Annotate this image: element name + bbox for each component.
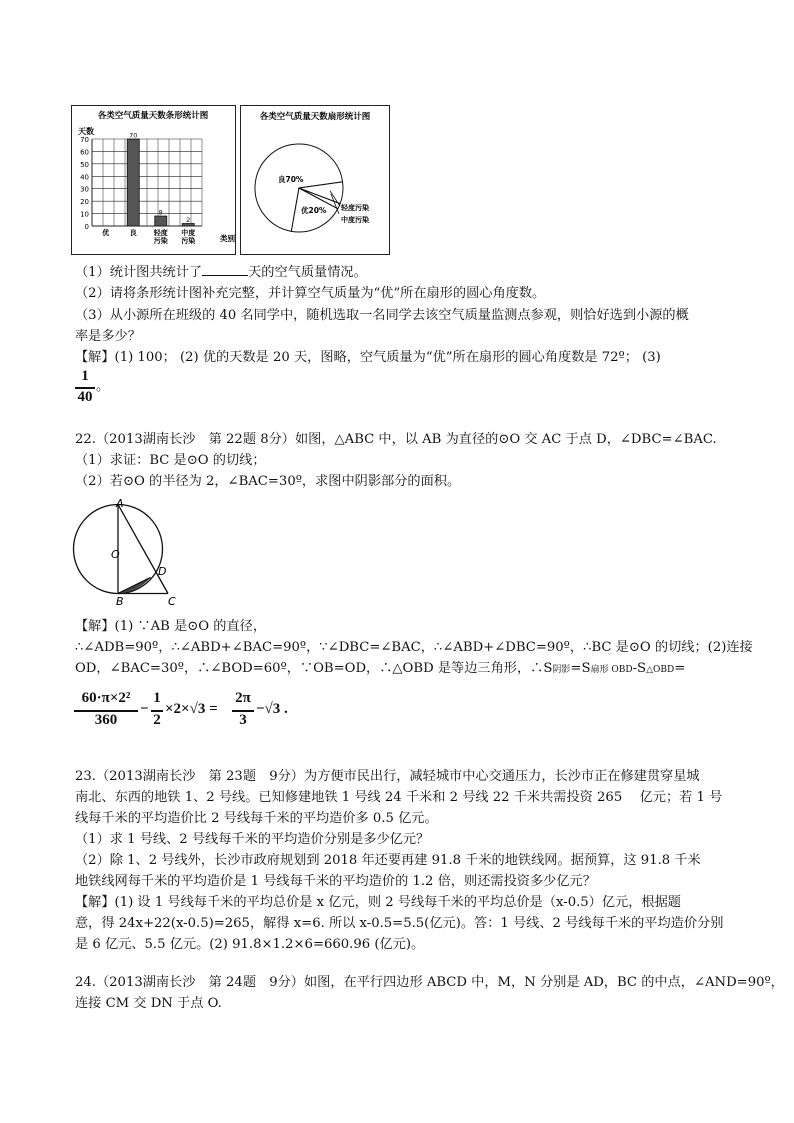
category-label: 中度 <box>181 229 196 237</box>
q23-line2: 南北、东西的地铁 1、2 号线。已知修建地铁 1 号线 24 千米和 2 号线 22 千米共需投资 265 亿元；若 1 号 <box>75 790 723 805</box>
subscript-triangle: △OBD <box>646 665 675 675</box>
bar <box>127 139 139 226</box>
q22-answer-line3-main: OD，∠BAC=30º，∴∠BOD=60º，∵OB=OD，∴△OBD 是等边三角形，∴S <box>75 661 553 676</box>
bar-chart-figure <box>71 105 236 255</box>
label-a: A <box>116 498 124 510</box>
label-d: D <box>158 565 167 578</box>
y-tick-label: 10 <box>80 210 89 219</box>
pie-label-liang: 良70% <box>278 175 304 184</box>
pie-chart <box>241 106 389 254</box>
pie-chart-slices <box>255 144 343 232</box>
formula-end: −√3 . <box>256 701 288 717</box>
bar-value-label: 70 <box>129 131 138 140</box>
q24-line2: 连接 CM 交 DN 于点 O. <box>75 996 222 1011</box>
label-c: C <box>168 595 176 608</box>
y-tick-label: 50 <box>80 160 89 169</box>
category-label: 良 <box>129 229 137 237</box>
fraction-numerator: 1 <box>153 690 161 706</box>
bar-chart-title: 各类空气质量天数条形统计图 <box>97 111 209 121</box>
y-tick-label: 40 <box>80 173 89 182</box>
formula-fraction-result <box>232 690 254 732</box>
bar-value-label: 8 <box>158 208 163 217</box>
y-tick-label: 0 <box>84 223 89 231</box>
q23-part2-line2: 地铁线网每千米的平均造价是 1 号线每千米的平均造价的 1.2 倍，则还需投资多少亿元？ <box>75 874 596 889</box>
category-label: 污染 <box>153 237 168 245</box>
pie-label-light: 轻度污染 <box>341 204 369 212</box>
label-o: O <box>111 548 120 561</box>
q22-stem: 22.（2013湖南长沙 第 22题 8分）如图，△ABC 中，以 AB 为直径的⊙O 交 AC 于点 D，∠DBC=∠BAC. <box>75 432 717 447</box>
bar-chart-grid <box>92 139 202 226</box>
fraction-denominator: 2 <box>153 712 161 728</box>
q22-answer-line1: 【解】(1) ∵AB 是⊙O 的直径， <box>75 619 267 634</box>
bar-chart-ylabel: 天数 <box>78 127 94 136</box>
q22-answer-line3 <box>75 659 685 680</box>
q22-answer-line2: ∴∠ADB=90º，∴∠ABD+∠BAC=90º，∵∠DBC=∠BAC，∴∠ABD+∠DBC=90º，∴BC 是⊙O 的切线；(2)连接 <box>75 640 753 655</box>
q23-answer-line3: 是 6 亿元、5.5 亿元。(2) 91.8×1.2×6=660.96 (亿元)。 <box>75 937 425 952</box>
fraction-denominator: 3 <box>239 712 247 728</box>
category-label: 优 <box>102 229 110 237</box>
q23-line3: 线每千米的平均造价比 2 号线每千米的平均造价多 0.5 亿元。 <box>75 811 438 826</box>
q21-answer-tail: 。 <box>96 379 110 394</box>
formula-fraction-sector <box>74 690 138 732</box>
y-tick-label: 70 <box>80 136 89 144</box>
q21-answer-fraction <box>74 368 96 408</box>
bar-chart <box>72 106 235 254</box>
q22-answer-eq2: -S <box>632 661 647 676</box>
category-label: 轻度 <box>153 229 168 237</box>
y-tick-label: 20 <box>80 198 89 207</box>
pie-chart-figure <box>240 105 390 255</box>
pie-label-you: 优20% <box>301 206 327 215</box>
bar <box>155 216 167 226</box>
q22-answer-eq1: =S <box>570 661 591 676</box>
fraction-numerator: 1 <box>81 368 89 384</box>
label-b: B <box>116 595 124 608</box>
bar-chart-y-ticks <box>80 136 89 231</box>
fraction-numerator: 60·π×2² <box>81 690 131 706</box>
formula-minus: − <box>140 701 149 717</box>
fraction-denominator: 40 <box>77 389 93 405</box>
q21-answer: 【解】(1) 100； (2) 优的天数是 20 天，图略，空气质量为“优”所在扇形的圆心角度数是 72º； (3) <box>75 350 661 365</box>
q21-part1-post: 天的空气质量情况。 <box>248 265 367 280</box>
segment-ac <box>118 505 168 594</box>
q23-answer-line2: 意，得 24x+22(x-0.5)=265，解得 x=6. 所以 x-0.5=5.5(亿元)。答：1 号线、2 号线每千米的平均造价分别 <box>75 916 724 931</box>
formula-times: ×2×√3 = <box>165 701 218 717</box>
q21-part1-pre: （1）统计图共统计了 <box>75 265 203 280</box>
q21-blank <box>202 262 248 276</box>
q22-geometry-figure <box>70 498 190 610</box>
pie-chart-title: 各类空气质量天数扇形统计图 <box>259 112 371 122</box>
category-label: 污染 <box>181 237 196 245</box>
q21-part3-line2: 率是多少？ <box>75 329 141 344</box>
q21-part1 <box>75 262 367 283</box>
bar-chart-categories <box>102 228 195 245</box>
y-tick-label: 30 <box>80 185 89 194</box>
q24-line1: 24.（2013湖南长沙 第 24题 9分）如图，在平行四边形 ABCD 中，M，N 分别是 AD，BC 的中点，∠AND=90º， <box>75 975 784 990</box>
subscript-sector: 扇形 OBD <box>590 665 633 675</box>
y-tick-label: 60 <box>80 148 89 157</box>
bar-chart-bars <box>127 132 194 227</box>
q21-part2: （2）请将条形统计图补充完整，并计算空气质量为“优”所在扇形的圆心角度数。 <box>75 286 546 301</box>
subscript-shaded: 阴影 <box>552 665 571 675</box>
fraction-denominator: 360 <box>94 712 118 728</box>
q21-part3-line1: （3）从小源所在班级的 40 名同学中，随机选取一名同学去该空气质量监测点参观，则恰好选到小源的概 <box>75 308 689 323</box>
bar-value-label: 2 <box>186 216 191 225</box>
formula-fraction-half <box>151 690 163 732</box>
q23-line1: 23.（2013湖南长沙 第 23题 9分）为方便市民出行，减轻城市中心交通压力，长沙市正在修建贯穿星城 <box>75 769 700 784</box>
bar-chart-xlabel: 类别 <box>220 234 235 243</box>
q22-answer-eq3: = <box>674 661 686 676</box>
q23-part2-line1: （2）除 1、2 号线外，长沙市政府规划到 2018 年还要再建 91.8 千米的地铁线网。据预算，这 91.8 千米 <box>75 853 701 868</box>
fraction-numerator: 2π <box>235 690 251 706</box>
q23-part1: （1）求 1 号线、2 号线每千米的平均造价分别是多少亿元？ <box>75 832 430 847</box>
pie-label-medium: 中度污染 <box>341 216 369 224</box>
q23-answer-line1: 【解】(1) 设 1 号线每千米的平均总价是 x 亿元，则 2 号线每千米的平均总价是（x-0.5）亿元，根据题 <box>75 895 681 910</box>
q22-part2: （2）若⊙O 的半径为 2，∠BAC=30º，求图中阴影部分的面积。 <box>75 474 461 489</box>
q22-part1: （1）求证：BC 是⊙O 的切线； <box>75 453 266 468</box>
